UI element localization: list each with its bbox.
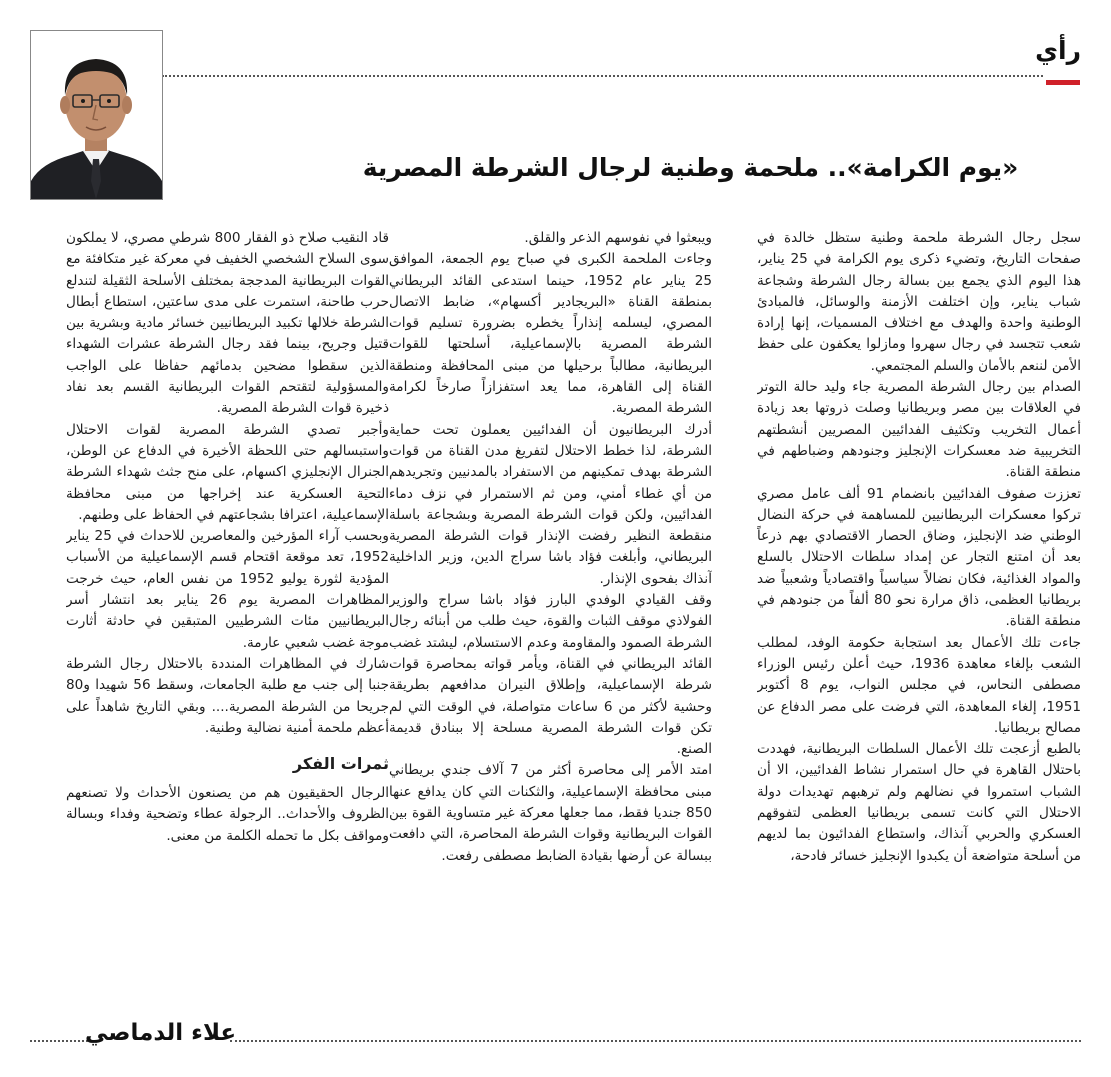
paragraph: الصدام بين رجال الشرطة المصرية جاء وليد حالة التوتر في العلاقات بين مصر وبريطانيا وصلت ذروتها بعد زيادة أعمال التخريب وتكثيف الفدائيين المصريين أنشطتهم التخريبية ضد معسكرات الإنجليز وجنودهم وضباطهم في منطقة القناة. <box>757 379 1081 481</box>
article-column-left <box>66 228 389 1018</box>
paragraph: الرجال الحقيقيون هم من يصنعون الأحداث ولا تصنعهم الظروف والأحداث.. الرجولة عطاء وتضحية وفداء وبسالة ومواقف بكل ما تحمله الكلمة من معنى. <box>66 785 389 844</box>
bottom-dotted-rule <box>230 1040 1081 1042</box>
paragraph: وجاءت الملحمة الكبرى في صباح يوم الجمعة، الموافق 25 يناير عام 1952، حينما استدعى القائد البريطاني بمنطقة القناة «البريجادير أكسهام»، ضابط الاتصال المصري، ليسلمه إنذاراً يخطره بضرورة تسليم قوات الشرطة المصرية بالإسماعيلية، أسلحتها للقوات البريطانية، مطالباً برحيلها من مبنى المحافظة ومنطقة القناة إلى القاهرة، مما يعد استفزازاً صارخاً لكرامة الشرطة المصرية. <box>389 251 712 417</box>
author-photo <box>30 30 163 200</box>
article-column-right <box>757 228 1081 1018</box>
subhead: ثمرات الفكر <box>292 754 389 774</box>
paragraph: شارك في المظاهرات المنددة بالاحتلال رجال الشرطة جنبا إلى جنب مع طلبة الجامعات، وسقط 56 شهيدا و80 جريحا من الشرطة المصرية.... وبقي التاريخ شاهداً على أعظم ملحمة أمنية نضالية وطنية. <box>66 655 389 736</box>
article-column-middle <box>389 228 712 1018</box>
author-portrait-icon <box>31 31 162 199</box>
paragraph: وبحسب آراء المؤرخين والمعاصرين للاحداث في 25 يناير 1952، تعد موقعة اقتحام قسم الإسماعيلية من الأسباب المؤدية لثورة يوليو 1952 من نفس العام، حيث خرجت المظاهرات المصرية يوم 26 يناير بعد انتشار أسر البريطانيين مئات الشرطيين المتبقين في حادثة أثارت موجة غضب شعبي عارمة. <box>66 528 389 651</box>
paragraph: أدرك البريطانيون أن الفدائيين يعملون تحت حماية الشرطة، لذا خطط الاحتلال لتفريغ مدن القناة من قوات الشرطة بهدف تمكينهم من الاستفراد بالمدنيين وتجريدهم من أي غطاء أمني، ومن ثم الاستمرار في نزف دماء الفدائيين، ولكن قوات الشرطة المصرية وبشجاعة باسلة منقطعة النظير رفضت الإنذار قوات الشرطة المصرية البريطاني، وأبلغت فؤاد باشا سراج الدين، وزير الداخلية آنذاك بفحوى الإنذار. <box>389 421 712 587</box>
paragraph: تعززت صفوف الفدائيين بانضمام 91 ألف عامل مصري تركوا معسكرات البريطانيين للمساهمة في حركة النضال الوطني ضد الإنجليز، وضاق الحصار الاقتصادي بهم ذرعاً بعد أن امتنع التجار عن إمداد سلطات الاحتلال بالسلع والمواد الغذائية، فكان نضالاً سياسياً واقتصادياً وشعبياً ضد بريطانيا العظمى، ذاق مرارة نحو 80 ألفاً من جنودهم في منطقة القناة. <box>757 485 1081 630</box>
paragraph: وقف القيادي الوفدي البارز فؤاد باشا سراج والوزير الفولاذي موقف الثبات والقوة، حيث طلب من أبنائه رجال الشرطة الصمود والمقاومة وعدم الاستسلام، ليشتد غضب القائد البريطاني في القناة، ويأمر قواته بمحاصرة قوات شرطة الإسماعيلية، وإطلاق النيران مدافعهم بطريقة وحشية لأكثر من 6 ساعات متواصلة، في الوقت التي لم تكن قوات الشرطة المصرية مسلحة إلا ببنادق قديمة الصنع. <box>389 592 712 758</box>
paragraph: قاد النقيب صلاح ذو الفقار 800 شرطي مصري، لا يملكون سوى السلاح الشخصي الخفيف في معركة غير متكافئة مع القوات البريطانية المدججة بمختلف الأسلحة الثقيلة لتندلع حرب طاحنة، استمرت على مدى ساعتين، استطاع أبطال الشرطة خلالها تكبيد البريطانيين خسائر مادية وبشرية بين قتيل وجريح، بينما فقد رجال الشرطة عشرات الشهداء الذين سقطوا مضحين بدمائهم حفاظا على الواجب والمسؤولية لتقتحم القوات البريطانية القسم بعد نفاد ذخيرة قوات الشرطة المصرية. <box>66 230 389 417</box>
author-signature: علاء الدماصي <box>85 1020 237 1046</box>
paragraph: امتد الأمر إلى محاصرة أكثر من 7 آلاف جندي بريطاني مبنى محافظة الإسماعيلية، والثكنات التي كان يدافع عنها 850 جنديا فقط، مما جعلها معركة غير متساوية القوة بين القوات البريطانية وقوات الشرطة المحاصرة، التي دافعت ببسالة عن أرضها بقيادة الضابط مصطفى رفعت. <box>389 762 712 864</box>
section-accent-bar <box>1046 80 1080 85</box>
top-dotted-rule <box>162 75 1043 77</box>
paragraph: ويبعثوا في نفوسهم الذعر والقلق. <box>524 230 712 246</box>
article-headline: «يوم الكرامة».. ملحمة وطنية لرجال الشرطة المصرية <box>362 152 1019 182</box>
section-label: رأي <box>1035 36 1081 65</box>
paragraph: سجل رجال الشرطة ملحمة وطنية ستظل خالدة في صفحات التاريخ، وتضيء ذكرى يوم الكرامة في 25 يناير، هذا اليوم الذي يجمع بين بسالة رجال الشرطة وشجاعة شباب يناير، وإن اختلفت الأزمنة والوسائل، فالمبادئ الوطنية واحدة والهدف مع اختلاف المسميات، إنها إرادة شعب تتجسد في رجال سهروا ومازلوا يعكفون على حفظ الأمن لننعم بالأمان والسلم المجتمعي. <box>757 230 1081 374</box>
paragraph: بالطبع أزعجت تلك الأعمال السلطات البريطانية، فهددت باحتلال القاهرة في حال استمرار نشاط الفدائيين، الا أن الشباب استمروا في نضالهم ولم ترهبهم تهديدات دولة الاحتلال التي كانت تسمى بريطانيا العظمى لتفوقهم العسكري والحربي آنذاك، واستطاع الفدائيون بما لديهم من أسلحة متواضعة أن يكبدوا الإنجليز خسائر فادحة، <box>757 741 1081 864</box>
paragraph: جاءت تلك الأعمال بعد استجابة حكومة الوفد، لمطلب الشعب بإلغاء معاهدة 1936، حيث أعلن رئيس الوزراء مصطفى النحاس، في مجلس النواب، يوم 8 أكتوبر 1951، إلغاء المعاهدة، التي فرضت على مصر الدفاع عن مصالح بريطانيا. <box>757 634 1081 736</box>
paragraph: وأجبر تصدي الشرطة المصرية لقوات الاحتلال واستبسالهم حتى اللحظة الأخيرة في الدفاع عن الوطن، الجنرال الإنجليزي اكسهام، على منح جثث شهداء الشرطة التحية العسكرية عند إخراجها من مبنى محافظة الإسماعيلية، اعترافا بشجاعتهم في الحفاظ على وطنهم. <box>66 421 389 523</box>
